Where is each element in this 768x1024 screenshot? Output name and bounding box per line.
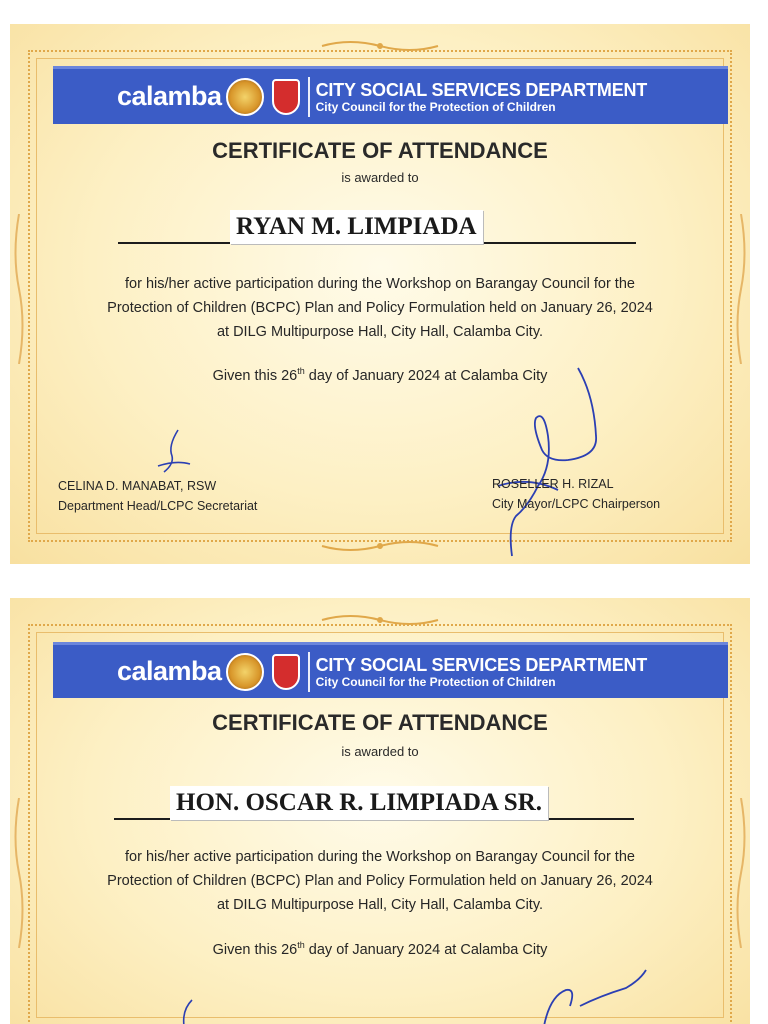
left-side-ornament — [12, 214, 26, 364]
signatory-right-position: City Mayor/LCPC Chairperson — [492, 497, 661, 511]
participation-line-2: Protection of Children (BCPC) Plan and Policy Formulation held on January 26, 2024 — [107, 300, 653, 316]
calamba-logo-text: calamba — [117, 656, 222, 686]
right-side-ornament — [734, 214, 748, 364]
header-band — [53, 642, 728, 698]
header-divider — [308, 652, 310, 692]
calamba-city-seal-icon — [226, 78, 264, 116]
secretariat-signature — [150, 426, 200, 476]
bottom-flourish-ornament — [320, 540, 440, 552]
calamba-city-seal-icon — [226, 653, 264, 691]
right-side-ornament — [734, 798, 748, 948]
participation-line-3: at DILG Multipurpose Hall, City Hall, Calamba City. — [216, 324, 544, 340]
top-flourish-ornament — [320, 614, 440, 626]
participation-line-1: for his/her active participation during the Workshop on Barangay Council for the — [125, 276, 635, 292]
participation-line-1: for his/her active participation during the Workshop on Barangay Council for the — [125, 849, 635, 865]
given-suffix: day of January 2024 at Calamba City — [304, 367, 548, 384]
mayor-signature — [530, 966, 650, 1024]
awarded-to-label: is awarded to — [341, 170, 419, 185]
signatory-right-name: ROSELLER H. RIZAL — [492, 477, 614, 491]
given-date-text — [10, 940, 750, 958]
department-title: CITY SOCIAL SERVICES DEPARTMENT — [315, 79, 648, 100]
given-suffix: day of January 2024 at Calamba City — [304, 941, 548, 958]
participation-text — [46, 272, 714, 344]
left-side-ornament — [12, 798, 26, 948]
council-subtitle: City Council for the Protection of Children — [315, 674, 556, 689]
participation-line-2: Protection of Children (BCPC) Plan and Policy Formulation held on January 26, 2024 — [107, 873, 653, 889]
signatory-left-position: Department Head/LCPC Secretariat — [58, 499, 258, 513]
mayor-signature — [488, 366, 608, 564]
department-title: CITY SOCIAL SERVICES DEPARTMENT — [315, 654, 648, 675]
given-prefix: Given this 26 — [212, 367, 298, 384]
given-date-text — [10, 366, 750, 384]
given-ordinal: th — [297, 366, 305, 376]
given-prefix: Given this 26 — [212, 941, 298, 958]
header-titles — [316, 80, 648, 114]
signatory-right — [492, 474, 660, 514]
certificate-title: CERTIFICATE OF ATTENDANCE — [212, 138, 548, 163]
certificate-2 — [10, 598, 750, 1024]
secretariat-signature — [166, 996, 206, 1024]
council-subtitle: City Council for the Protection of Children — [315, 99, 556, 114]
header-divider — [308, 77, 310, 117]
header-titles — [316, 655, 648, 689]
recipient-name: RYAN M. LIMPIADA — [230, 210, 483, 244]
given-ordinal: th — [297, 940, 305, 950]
bcpc-emblem-icon — [272, 654, 300, 690]
participation-line-3: at DILG Multipurpose Hall, City Hall, Calamba City. — [216, 897, 544, 913]
signatory-left — [58, 476, 257, 516]
recipient-name: HON. OSCAR R. LIMPIADA SR. — [170, 786, 548, 820]
calamba-logo-text: calamba — [117, 81, 222, 111]
header-band — [53, 66, 728, 124]
certificate-title: CERTIFICATE OF ATTENDANCE — [212, 710, 548, 735]
participation-text — [46, 845, 714, 917]
bcpc-emblem-icon — [272, 79, 300, 115]
certificate-1 — [10, 24, 750, 564]
signatory-left-name: CELINA D. MANABAT, RSW — [58, 479, 217, 493]
top-flourish-ornament — [320, 40, 440, 52]
awarded-to-label: is awarded to — [341, 744, 419, 759]
